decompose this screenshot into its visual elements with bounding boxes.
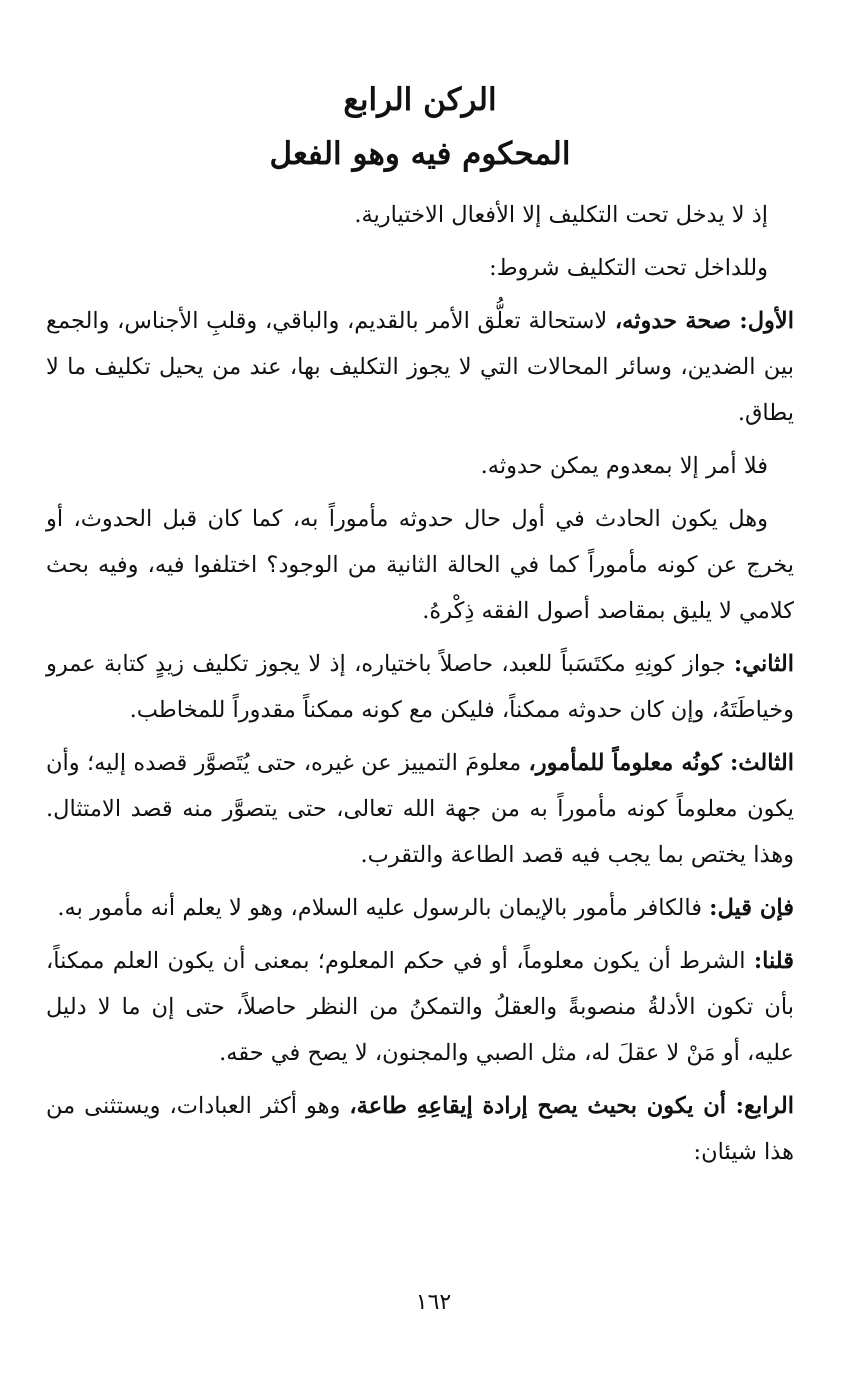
paragraph-fourth-condition <box>46 1083 794 1175</box>
section-subtitle: المحكوم فيه وهو الفعل <box>269 136 571 172</box>
paragraph-text: لاستحالة تعلُّق الأمر بالقديم، والباقي، وقلبِ الأجناس، والجمع بين الضدين، وسائر المحالات التي لا يجوز التكليف بها، عند من يحيل تكليف ما لا يطاق. <box>46 308 794 426</box>
paragraph-1 <box>46 192 794 238</box>
page-number: ١٦٢ <box>415 1290 452 1315</box>
page-body <box>46 80 794 1182</box>
paragraph-lead: فإن قيل: <box>709 895 794 921</box>
paragraph-lead: الثاني: <box>733 651 794 677</box>
paragraph-reply <box>46 938 794 1076</box>
paragraph-4 <box>46 443 794 489</box>
section-title: الركن الرابع <box>343 82 497 118</box>
paragraph-text: وللداخل تحت التكليف شروط: <box>489 255 768 281</box>
paragraph-text: إذ لا يدخل تحت التكليف إلا الأفعال الاختيارية. <box>354 202 768 228</box>
paragraph-text: معلومَ التمييز عن غيره، حتى يُتَصوَّر قصده إليه؛ وأن يكون معلوماً كونه مأموراً به من جهة الله تعالى، حتى يتصوَّر منه قصد الامتثال. وهذا يختص بما يجب فيه قصد الطاعة والتقرب. <box>46 750 794 868</box>
paragraph-first-condition <box>46 298 794 436</box>
paragraph-text: فلا أمر إلا بمعدوم يمكن حدوثه. <box>480 453 768 479</box>
paragraph-lead: قلنا: <box>753 948 794 974</box>
paragraph-third-condition <box>46 740 794 878</box>
paragraph-text: الشرط أن يكون معلوماً، أو في حكم المعلوم؛ بمعنى أن يكون العلم ممكناً، بأن تكون الأدلةُ منصوبةً والعقلُ والتمكنُ من النظر حاصلاً، حتى إن ما لا دليل عليه، أو مَنْ لا عقلَ له، مثل الصبي والمجنون، لا يصح في حقه. <box>46 948 794 1066</box>
paragraph-text: جواز كونِهِ مكتَسَباً للعبد، حاصلاً باختياره، إذ لا يجوز تكليف زيدٍ كتابة عمرو وخياطَتَهُ، وإن كان حدوثه ممكناً، فليكن مع كونه ممكناً مقدوراً للمخاطب. <box>46 651 794 723</box>
paragraph-2 <box>46 245 794 291</box>
paragraph-lead: الأول: صحة حدوثه، <box>614 308 794 334</box>
paragraph-text: فالكافر مأمور بالإيمان بالرسول عليه السلام، وهو لا يعلم أنه مأمور به. <box>57 895 710 921</box>
paragraph-lead: الرابع: أن يكون بحيث يصح إرادة إيقاعِهِ طاعة، <box>349 1093 794 1119</box>
paragraph-lead: الثالث: كونُه معلوماً للمأمور، <box>528 750 794 776</box>
paragraph-5 <box>46 496 794 634</box>
paragraph-second-condition <box>46 641 794 733</box>
paragraph-objection <box>46 885 794 931</box>
paragraph-text: وهو أكثر العبادات، ويستثنى من هذا شيئان: <box>46 1093 794 1165</box>
paragraph-text: وهل يكون الحادث في أول حال حدوثه مأموراً به، كما كان قبل الحدوث، أو يخرج عن كونه مأموراً كما في الحالة الثانية من الوجود؟ اختلفوا فيه، وفيه بحث كلامي لا يليق بمقاصد أصول الفقه ذِكْرهُ. <box>46 506 794 624</box>
